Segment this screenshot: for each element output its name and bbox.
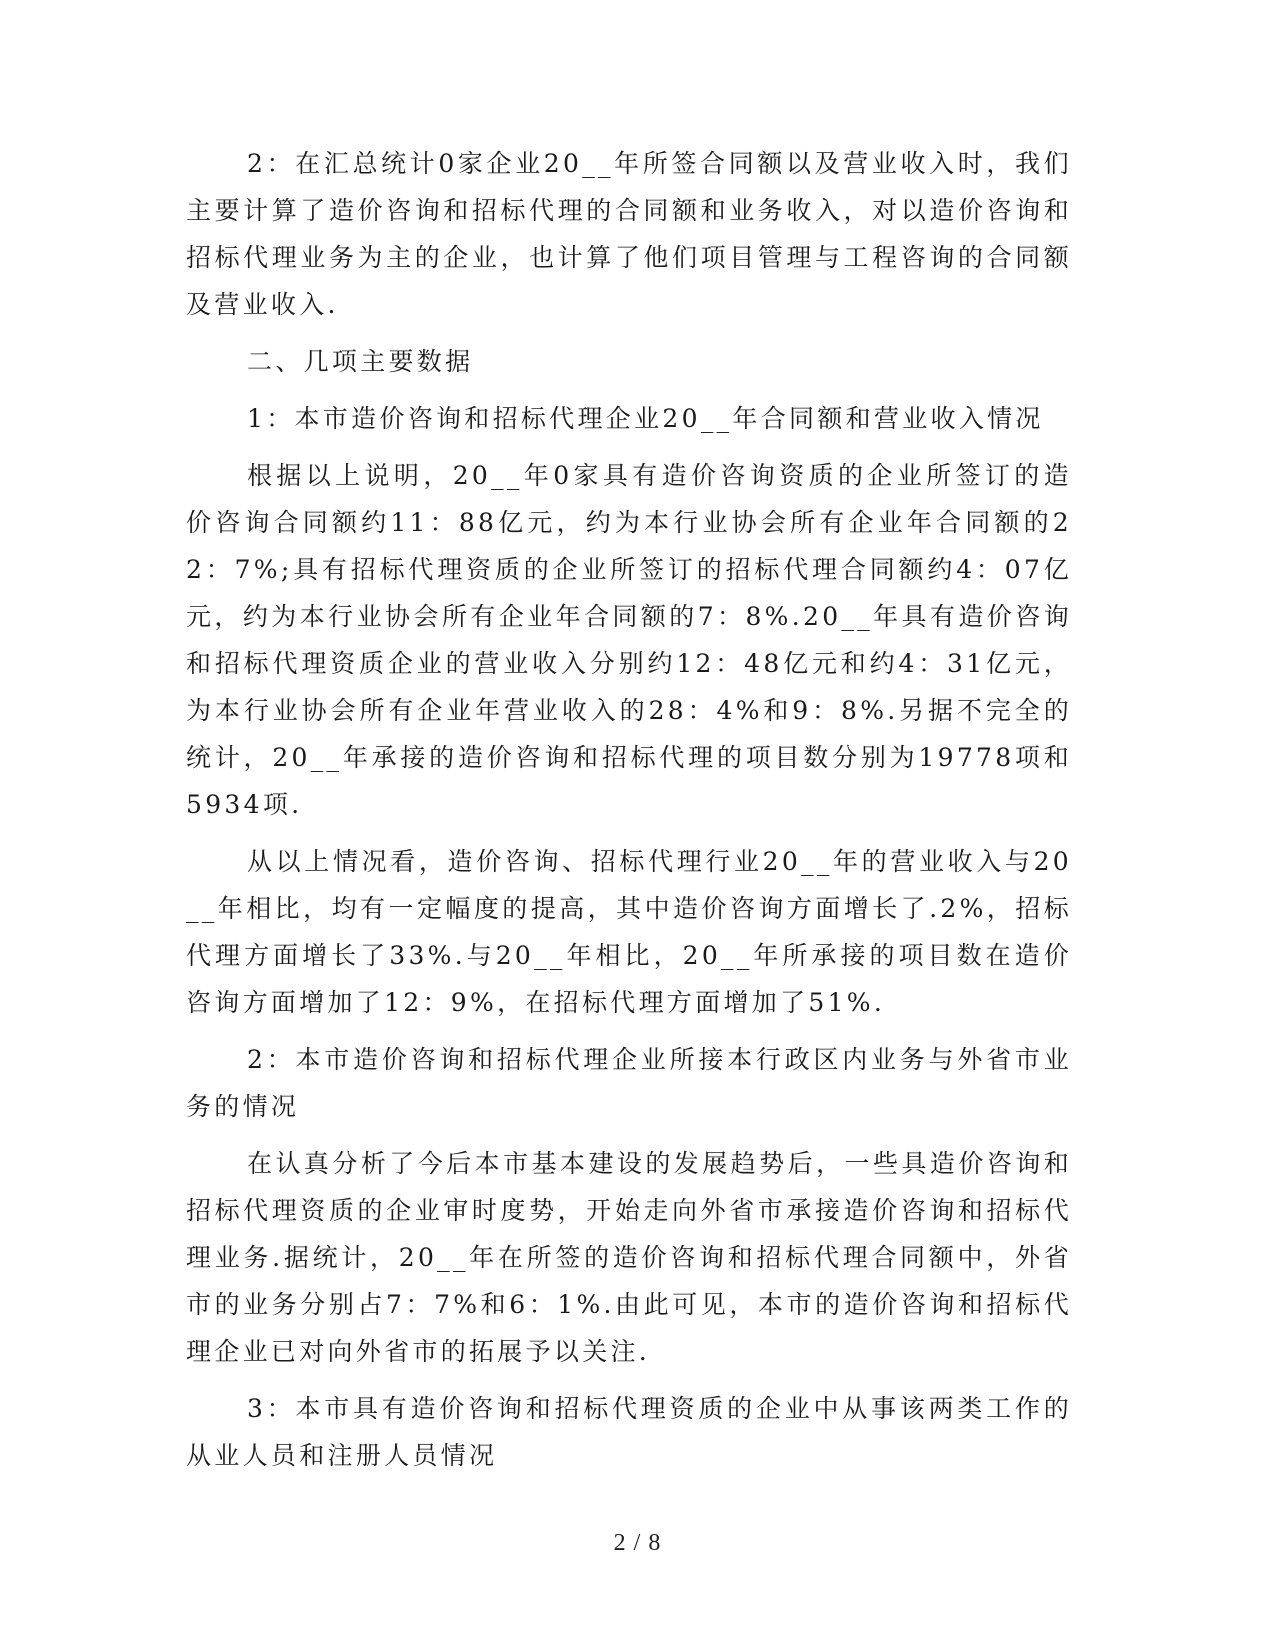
subheading-staff-registration: 3：本市具有造价咨询和招标代理资质的企业中从事该两类工作的从业人员和注册人员情况 <box>186 1394 1072 1470</box>
paragraph-external-business: 在认真分析了今后本市基本建设的发展趋势后，一些具造价咨询和招标代理资质的企业审时度势，开始走向外省市承接造价咨询和招标代理业务.据统计，20__年在所签的造价咨询和招标代理合同额中，外省市的业务分别占7：7%和6：1%.由此可见，本市的造价咨询和招标代理企业已对向外省市的拓展予以关注. <box>186 1149 1072 1366</box>
document-body <box>186 140 1072 1489</box>
page-number: 2 / 8 <box>613 1530 662 1556</box>
paragraph-scope-note: 2：在汇总统计0家企业20__年所签合同额以及营业收入时，我们主要计算了造价咨询和招标代理的合同额和业务收入，对以造价咨询和招标代理业务为主的企业，也计算了他们项目管理与工程咨询的合同额及营业收入. <box>186 149 1072 319</box>
section-heading-main-data: 二、几项主要数据 <box>247 347 474 376</box>
paragraph-contract-figures: 根据以上说明，20__年0家具有造价咨询资质的企业所签订的造价咨询合同额约11：88亿元，约为本行业协会所有企业年合同额的22：7%;具有招标代理资质的企业所签订的招标代理合同额约4：07亿元，约为本行业协会所有企业年合同额的7：8%.20__年具有造价咨询和招标代理资质企业的营业收入分别约12：48亿元和约4：31亿元，为本行业协会所有企业年营业收入的28：4%和9：8%.另据不完全的统计，20__年承接的造价咨询和招标代理的项目数分别为19778项和5934项. <box>186 461 1072 819</box>
subheading-local-vs-external: 2：本市造价咨询和招标代理企业所接本行政区内业务与外省市业务的情况 <box>186 1045 1072 1121</box>
paragraph-growth-analysis: 从以上情况看，造价咨询、招标代理行业20__年的营业收入与20__年相比，均有一定幅度的提高，其中造价咨询方面增长了.2%，招标代理方面增长了33%.与20__年相比，20__年所承接的项目数在造价咨询方面增加了12：9%，在招标代理方面增加了51%. <box>186 847 1072 1017</box>
subheading-contract-revenue: 1：本市造价咨询和招标代理企业20__年合同额和营业收入情况 <box>247 404 1044 433</box>
